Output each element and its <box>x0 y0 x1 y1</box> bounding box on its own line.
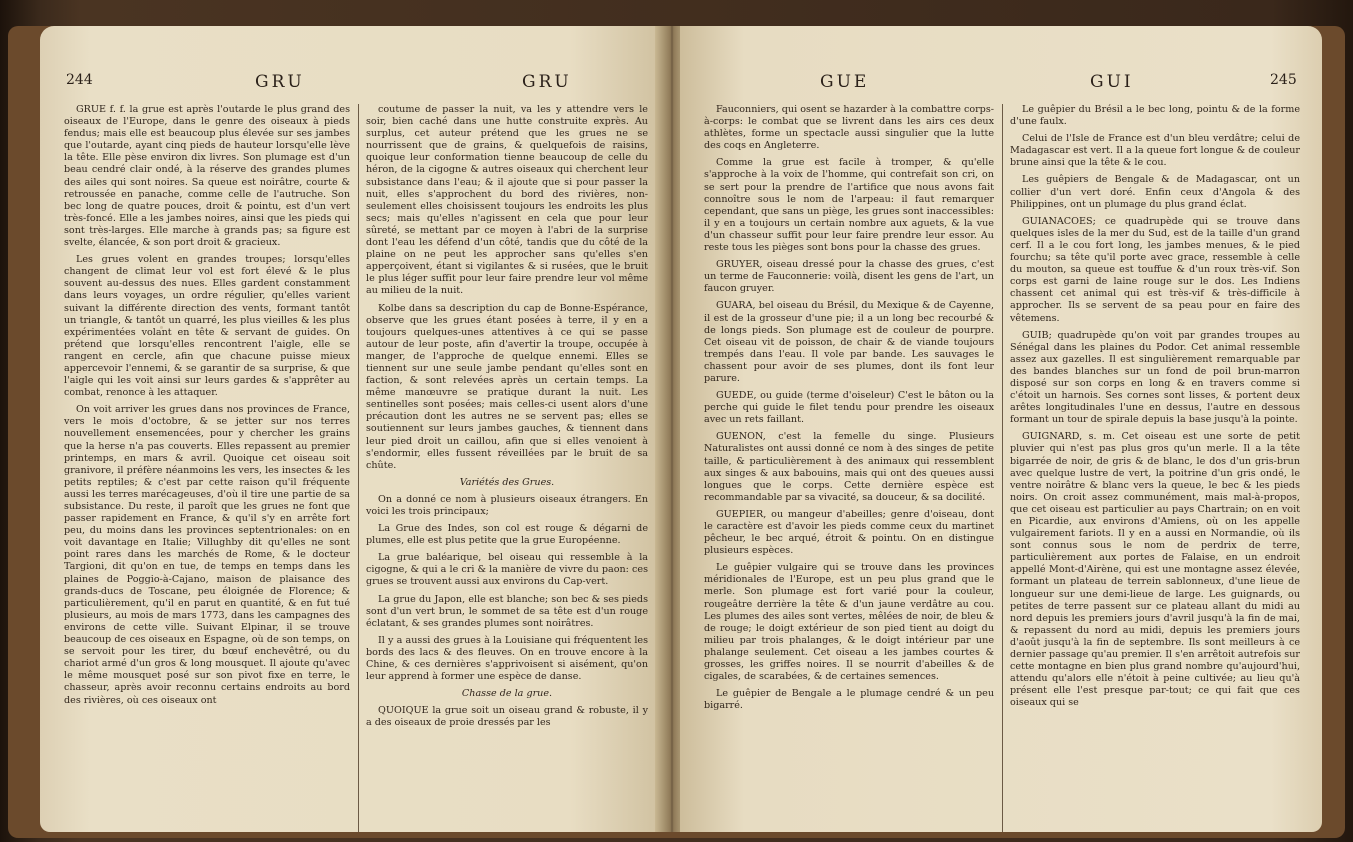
paper-speck <box>160 326 163 329</box>
paragraph: GUIGNARD, s. m. Cet oiseau est une sorte de petit pluvier qui n'est pas plus gros qu'un merle. Il a la tête bigarrée de noir, de gris & de blanc, le dos d'un gris-brun avec quelque lustre de vert, la poitrine d'un gris ondé, le ventre noirâtre & blanc vers la queue, le bec & les pieds noirs. On croit assez communément, mais mal-à-propos, que cet oiseau est particulier au pays Chartrain; on en voit en Picardie, aux environs d'Amiens, où on les appelle vulgairement fariots. Il y en a aussi en Normandie, où ils sont connus sous le nom de perdrix de terre, particulièrement aux portes de Falaise, en un endroit appellé Mont-d'Airène, qui est une montagne assez élevée, formant un plateau de terrein sablonneux, d'une lieue de longueur sur une demi-lieue de large. Les guignards, ou petites de terre passent sur ce plateau allant du midi au nord depuis les premiers jours d'avril jusqu'à la fin de mai, & repassent du nord au midi, depuis les premiers jours d'août jusqu'à la fin de septembre. Ils sont meilleurs à ce dernier passage qu'au premier. Il s'en arrêtoit autrefois sur cette montagne en bien plus grand nombre qu'aujourd'hui, attendu qu'alors elle n'étoit à peine cultivée; au lieu qu'à présent elle l'est presque par-tout; ce qui fait que ces oiseaux qui se <box>1010 431 1300 709</box>
paragraph: GUIANACOES; ce quadrupède qui se trouve dans quelques isles de la mer du Sud, est de la taille d'un grand cerf. Il a le cou fort long, les jambes menues, & le pied fourchu; sa tête qu'il porte avec grace, ressemble à celle du mouton, sa queue est touffue & d'un roux très-vif. Son corps est garni de laine rouge sur le dos. Les Indiens chassent cet animal qui est très-vif & très-difficile à approcher. Ils se servent de sa peau pour en faire des vêtemens. <box>1010 215 1300 324</box>
paragraph: Il y a aussi des grues à la Louisiane qui fréquentent les bords des lacs & des fleuves. On en trouve encore à la Chine, & ces dernières s'apprivoisent si aisément, qu'on leur apprend à former une espèce de danse. <box>366 634 648 683</box>
paragraph: La grue baléarique, bel oiseau qui ressemble à la cigogne, & qui a le cri & la manière de vivre du paon: ces grues se trouvent aussi aux environs du Cap-vert. <box>366 552 648 588</box>
paragraph: QUOIQUE la grue soit un oiseau grand & robuste, il y a des oiseaux de proie dressés par les <box>366 705 648 729</box>
column-rule <box>358 104 359 832</box>
paragraph: Les grues volent en grandes troupes; lorsqu'elles changent de climat leur vol est fort élevé & le plus souvent au-dessus des nues. Elles gardent constamment dans leurs voyages, un ordre régulier, qu'elles varient suivant la différente direction des vents, formant tantôt un triangle, & tantôt un quarré, les plus vieilles & les plus expérimentées volant en tête & servant de guides. On prétend que lorsqu'elles rencontrent l'aigle, elle se rangent en cercle, afin que chacune puisse mieux appercevoir l'ennemi, & se garantir de sa surprise, & que l'aigle qui les voit ainsi sur leurs gardes & s'apprêter au combat, renonce à les attaquer. <box>64 254 350 399</box>
right-page <box>680 26 1322 832</box>
paragraph: Le guêpier de Bengale a le plumage cendré & un peu bigarré. <box>704 688 994 712</box>
paragraph: coutume de passer la nuit, va les y attendre vers le soir, bien caché dans une hutte construite exprès. Au surplus, cet auteur prétend que les grues ne se nourrissent que de grains, & quelquefois de raisins, quoique leur conformation tienne beaucoup de celle du héron, de la cigogne & autres oiseaux qui cherchent leur subsistance dans l'eau; & il ajoute que si pour passer la nuit, elles s'approchent du bord des rivières, non-seulement elles choisissent toujours les endroits les plus secs; mais qu'elles n'agissent en cela que pour leur sûreté, se mettant par ce moyen à l'abri de la surprise dont l'eau les défend d'un côté, tandis que du côté de la plaine on ne peut les approcher sans qu'elles s'en apperçoivent, étant si vigilantes & si rusées, que le bruit le plus léger suffit pour leur faire prendre leur vol même au milieu de la nuit. <box>366 104 648 297</box>
paragraph: On a donné ce nom à plusieurs oiseaux étrangers. En voici les trois principaux; <box>366 493 648 517</box>
paragraph: Le guêpier du Brésil a le bec long, pointu & de la forme d'une faulx. <box>1010 104 1300 128</box>
column-rule <box>1002 104 1003 832</box>
paragraph: La grue du Japon, elle est blanche; son bec & ses pieds sont d'un vert brun, le sommet de sa tête est d'un rouge éclatant, & ses grandes plumes sont noirâtres. <box>366 593 648 629</box>
paper-speck <box>880 446 883 449</box>
paragraph: GUENON, c'est la femelle du singe. Plusieurs Naturalistes ont aussi donné ce nom à des singes de petite taille, & particulièrement à des animaux qui ressemblent aux singes & aux babouins, mais qui ont des queues aussi longues que le corps. Cette dernière espèce est recommandable par sa vivacité, sa douceur, & sa docilité. <box>704 431 994 503</box>
section-heading: Chasse de la grue. <box>461 688 553 700</box>
right-running-head-2: GUI <box>1090 72 1134 92</box>
left-page <box>40 26 664 832</box>
right-page-number: 245 <box>1270 72 1297 88</box>
paragraph: GRUYER, oiseau dressé pour la chasse des grues, c'est un terme de Fauconnerie: voilà, disent les gens de l'art, un faucon gruyer. <box>704 259 994 295</box>
paragraph: Kolbe dans sa description du cap de Bonne-Espérance, observe que les grues étant posées à terre, il y en a toujours quelques-unes attentives à ce qui se passe autour de leur poste, afin d'avertir la troupe, occupée à manger, de l'approche de quelque ennemi. Elles se tiennent sur une seule jambe pendant qu'elles sont en faction, & sont relevées après un certain temps. La même manœuvre se pratique durant la nuit. Les sentinelles sont posées; mais celles-ci usent alors d'une précaution dont les autres ne se servent pas; elles se soutiennent sur leurs jambes gauches, & tiennent dans leur pied droit un caillou, afin que si elles venoient à s'endormir, elles fussent réveillées par le bruit de sa chûte. <box>366 302 648 471</box>
paragraph: Comme la grue est facile à tromper, & qu'elle s'approche à la voix de l'homme, qui contrefait son cri, on se sert pour la prendre de l'artifice que nous avons fait connoître sous le nom de l'arpeau: il faut remarquer cependant, que sans un piège, les grues sont inaccessibles: il y en a toujours un certain nombre aux aguets, & la vue d'un chasseur suffit pour leur faire prendre leur essor. Au reste tous les pièges sont bons pour la chasse des grues. <box>704 157 994 254</box>
paragraph: GUEDE, ou guide (terme d'oiseleur) C'est le bâton ou la perche qui guide le filet tendu pour prendre les oiseaux avec un rets faillant. <box>704 390 994 426</box>
left-column-1 <box>64 104 350 712</box>
paragraph: Fauconniers, qui osent se hazarder à la combattre corps-à-corps: le combat que se livrent dans les airs ces deux athlètes, forme un spectacle aussi singulier que la lutte des coqs en Angleterre. <box>704 104 994 152</box>
paragraph: La Grue des Indes, son col est rouge & dégarni de plumes, elle est plus petite que la grue Européenne. <box>366 523 648 547</box>
paragraph: On voit arriver les grues dans nos provinces de France, vers le mois d'octobre, & se jetter sur nos terres nouvellement ensemencées, pour y chercher les grains que la herse n'a pas couverts. Elles repassent au premier printemps, en mars & avril. Quoique cet oiseau soit granivore, il préfère néanmoins les vers, les insectes & les petits reptiles; & c'est par cette raison qu'il fréquente aussi les terres marécageuses, d'où il tire une partie de sa subsistance. Du reste, il paroît que les grues ne font que passer rapidement en France, & qu'il s'y en arrête fort peu, du moins dans les provinces septentrionales: on en voit davantage en Italie; Villughby dit qu'elles ne sont point rares dans les marchés de Rome, & le docteur Targioni, dit qu'on en tue, de temps en temps dans les plaines de Poggio-à-Cajano, maison de plaisance des grands-ducs de Toscane, peu éloignée de Florence; & particulièrement, qu'il en parut en quantité, & en fut tué plusieurs, au mois de mars 1773, dans les campagnes des environs de cette ville. Suivant Elpinar, il se trouve beaucoup de ces oiseaux en Espagne, où de son temps, on se servoit pour les tirer, du bœuf enchevêtré, ou du chariot armé d'un gros & long mousquet. Il ajoute qu'avec le même mousquet posé sur son pivot fixe en terre, le chasseur, après avoir reconnu certains endroits au bord des rivières, où ces oiseaux ont <box>64 404 350 706</box>
paper-speck <box>500 666 504 669</box>
paragraph: Les guêpiers de Bengale & de Madagascar, ont un collier d'un vert doré. Enfin ceux d'Angola & des Philippines, ont un plumage du plus grand éclat. <box>1010 174 1300 210</box>
paragraph: Celui de l'Isle de France est d'un bleu verdâtre; celui de Madagascar est vert. Il a la queue fort longue & de couleur brune ainsi que la tête & le cou. <box>1010 133 1300 169</box>
paragraph: GUIB; quadrupède qu'on voit par grandes troupes au Sénégal dans les plaines du Podor. Cet animal ressemble assez aux gazelles. Il est singulièrement remarquable par des bandes blanches sur un fond de poil brun-marron disposé sur son corps en long & en travers comme si c'étoit un harnois. Ses cornes sont lisses, & portent deux arêtes longitudinales l'une en dessus, l'autre en dessous formant un tour de spirale depuis la base jusqu'à la pointe. <box>1010 329 1300 426</box>
left-running-head-2: GRU <box>522 72 572 92</box>
paragraph: GRUE f. f. la grue est après l'outarde le plus grand des oiseaux de l'Europe, dans le genre des oiseaux à pieds fendus; mais elle est beaucoup plus élevée sur ses jambes que l'outarde, ayant cinq pieds de hauteur lorsqu'elle lève la tête. Elle pèse environ dix livres. Son plumage est d'un beau cendré clair ondé, à la réserve des grandes plumes des ailes qui sont noires. Sa queue est noirâtre, courte & retroussée en panache, comme celle de l'autruche. Son bec long de quatre pouces, droit & pointu, est d'un vert très-foncé. Elle a les jambes noires, ainsi que les pieds qui sont très-larges. Elle marche à grands pas; sa figure est svelte, élancée, & son port droit & gracieux. <box>64 104 350 249</box>
right-column-1 <box>704 104 994 717</box>
left-column-2 <box>366 104 648 735</box>
section-heading: Variétés des Grues. <box>459 476 555 488</box>
right-running-head-1: GUE <box>820 72 870 92</box>
paragraph: GUEPIER, ou mangeur d'abeilles; genre d'oiseau, dont le caractère est d'avoir les pieds comme ceux du martinet pêcheur, le bec arqué, étroit & pointu. On en distingue plusieurs espèces. <box>704 508 994 557</box>
left-running-head-1: GRU <box>255 72 305 92</box>
right-column-2 <box>1010 104 1300 715</box>
paragraph: Le guêpier vulgaire qui se trouve dans les provinces méridionales de l'Europe, est un peu plus grand que le merle. Son plumage est fort varié pour la couleur, rougeâtre derrière la tête & d'un jaune verdâtre au cou. Les plumes des ailes sont vertes, mêlées de noir, de bleu & de rouge; le doigt extérieur de son pied tient au doigt du milieu par trois phalanges, & le doigt intérieur par une phalange seulement. Cet oiseau a les jambes courtes & grosses, les griffes noires. Il se nourrit d'abeilles & de cigales, de scarabées, & de certaines semences. <box>704 562 994 683</box>
paragraph: GUARA, bel oiseau du Brésil, du Mexique & de Cayenne, il est de la grosseur d'une pie; il a un long bec recourbé & de longs pieds. Son plumage est de couleur de pourpre. Cet oiseau vit de poisson, de chair & de viande toujours trempés dans l'eau. Il vole par bande. Les sauvages le chassent pour avoir de ses plumes, dont ils font leur parure. <box>704 300 994 384</box>
left-page-number: 244 <box>66 72 93 88</box>
